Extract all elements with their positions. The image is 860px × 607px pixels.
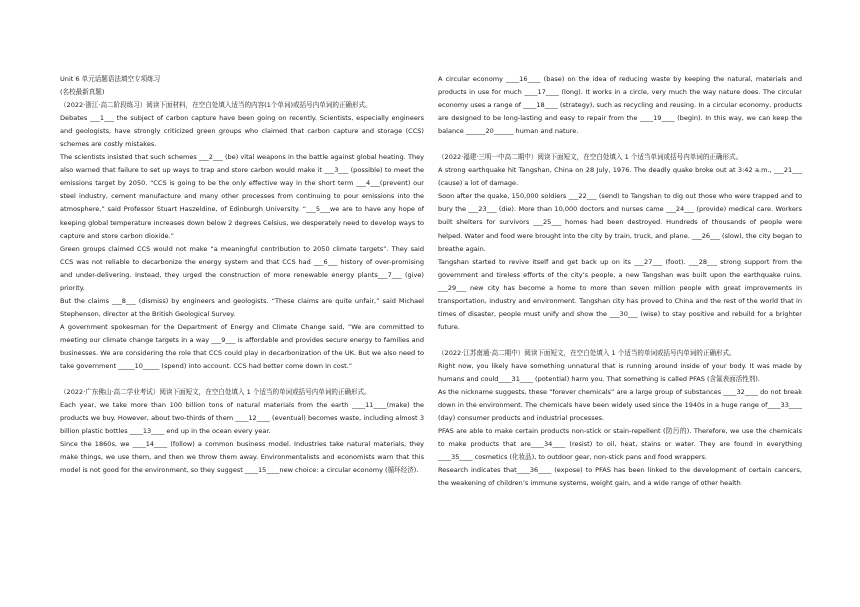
passage-3-paragraph: Soon after the quake, 150,000 soldiers ___22___ (send) to Tangshan to dig out those who were trapped and to bury the ___23___ (die). More than 10,000 doctors and nurses came ___24___ (provide) medical care. Workers built shelters for survivors ___25___ homes had been destroyed. Hundreds of thousands of people were helped. Water and food were brought into the city by train, truck, and plane. ___26___ (slow), the city began to breathe again. — [438, 192, 802, 253]
passage-3-paragraph: Tangshan started to revive itself and get back up on its ___27___ (foot). ___28___ strong support from the government and tireless efforts of the city’s people, a new Tangshan was built upon the earthquake ruins. ___29___ new city has become a home to more than seven million people with great improvements in transportation, industry and environment. Tangshan city has proved to China and the rest of the world that in times of disaster, people must unify and show the ___30___ (wise) to stay positive and rebuild for a brighter future. — [438, 257, 802, 331]
passage-4-paragraph: As the nickname suggests, these “forever chemicals” are a large group of substances ____32____ do not break down in the environment. The chemicals have been widely used since the 1940s in a huge range of____33____ (day) consumer products and industrial processes. — [438, 388, 802, 423]
unit-title: Unit 6 单元话题语法填空专项练习 — [60, 75, 161, 83]
passage-1-paragraph: Green groups claimed CCS would not make “a meaningful contribution to 2050 climate targets”. They said CCS was not reliable to decarbonize the energy system and that CCS had ___6___ history of over-promising and under-delivering. Instead, they urged the construction of more renewable energy plants___7___ (give) priority. — [60, 244, 424, 292]
passage-2-paragraph: A circular economy ____16____ (base) on the idea of reducing waste by keeping the natural, materials and products in use for much ____17____ (long). It works in a circle, very much the way nature does. The circular economy uses a range of ____18____ (strategy), such as recycling and reusing. In a circular economy, products are designed to be long-lasting and easy to repair from the ____19____ (begin). In this way, we can keep the balance ______20______ human and nature. — [438, 75, 802, 136]
left-column — [60, 73, 424, 477]
spacer — [438, 138, 802, 151]
passage-2-paragraph: Each year, we take more than 100 billion tons of natural materials from the earth ____11____(make) the products we buy. However, about two-thirds of them ____12____ (eventual) becomes waste, including almost 3 billion plastic bottles ____13____ end up in the ocean every year. — [60, 401, 424, 436]
passage-4-paragraph: Right now, you likely have something unnatural that is running around inside of your body. It was made by humans and could____31____ (potential) harm you. That something is called PFAS (含氟表面活性剂). — [438, 361, 802, 383]
passage-3-paragraph: A strong earthquake hit Tangshan, China on 28 July, 1976. The deadly quake broke out at 3:42 a.m., ___21___ (cause) a lot of damage. — [438, 166, 802, 188]
right-column — [438, 73, 802, 490]
passage-2-instruction: （2022·广东佛山·高二学业考试）阅读下面短文，在空白处填入 1 个适当的单词或括号内单词的正确形式。 — [60, 388, 371, 397]
passage-2-paragraph: Since the 1860s, we ____14____ (follow) a common business model. Industries take natural materials, they make things, we use them, and then we throw them away. Environmentalists and economists warn that this model is not good for the environment, so they suggest ____15____new choice: a circular economy (循环经济). — [60, 440, 424, 475]
passage-4-instruction: （2022·江苏南通·高二期中）阅读下面短文，在空白处填入 1 个适当的单词或括号内单词的正确形式。 — [438, 348, 736, 357]
subtitle: (名校最新真题) — [60, 88, 105, 97]
passage-1-paragraph: A government spokesman for the Department of Energy and Climate Change said, “We are committed to meeting our climate change targets in a way ___9___ is affordable and provides secure energy to families and businesses. We are considering the role that CCS could play in decarbonization of the UK. But we also need to take government _____10_____ (spend) into account. CCS had better come down in cost.” — [60, 322, 424, 371]
passage-3-instruction: （2022·福建·三明一中高二期中）阅读下面短文，在空白处填入 1 个适当单词或括号内单词的正确形式。 — [438, 153, 743, 162]
passage-4-paragraph: Research indicates that____36____ (expose) to PFAS has been linked to the development of certain cancers, the weakening of children’s immune systems, weight gain, and a wide range of other health — [438, 466, 802, 488]
passage-1-paragraph: But the claims ___8___ (dismiss) by engineers and geologists. “These claims are quite unfair,” said Michael Stephenson, director at the British Geological Survey. — [60, 296, 424, 318]
passage-4-paragraph: PFAS are able to make certain products non-stick or stain-repellent (防污的). Therefore, we use the chemicals to make products that are____34____ (resist) to oil, heat, stains or water. They are found in everything ____35____ cosmetics (化妆品), to outdoor gear, non-stick pans and food wrappers. — [438, 427, 802, 462]
passage-1-instruction: （2022·浙江·高二阶段练习）阅读下面材料，在空白处填入适当的内容(1个单词)或括号内单词的正确形式。 — [60, 101, 372, 110]
passage-1-paragraph: The scientists insisted that such schemes ___2___ (be) vital weapons in the battle against global heating. They also warned that failure to set up ways to trap and store carbon would make it ___3___ (possible) to meet the emissions target by 2050. “CCS is going to be the only effective way in the short term ___4___(prevent) our steel industry, cement manufacture and many other processes from continuing to pour emissions into the atmosphere,” said Professor Stuart Haszeldine, of Edinburgh University. “___5___we are to have any hope of keeping global temperature increases down below 2 degrees Celsius, we desperately need to develop ways to capture and store carbon dioxide.” — [60, 153, 424, 240]
passage-1-paragraph: Debates ___1___ the subject of carbon capture have been going on recently. Scientists, especially engineers and geologists, have strongly criticized green groups who claimed that carbon capture and storage (CCS) schemes are costly mistakes. — [60, 114, 424, 149]
spacer — [60, 373, 424, 386]
spacer — [438, 334, 802, 347]
